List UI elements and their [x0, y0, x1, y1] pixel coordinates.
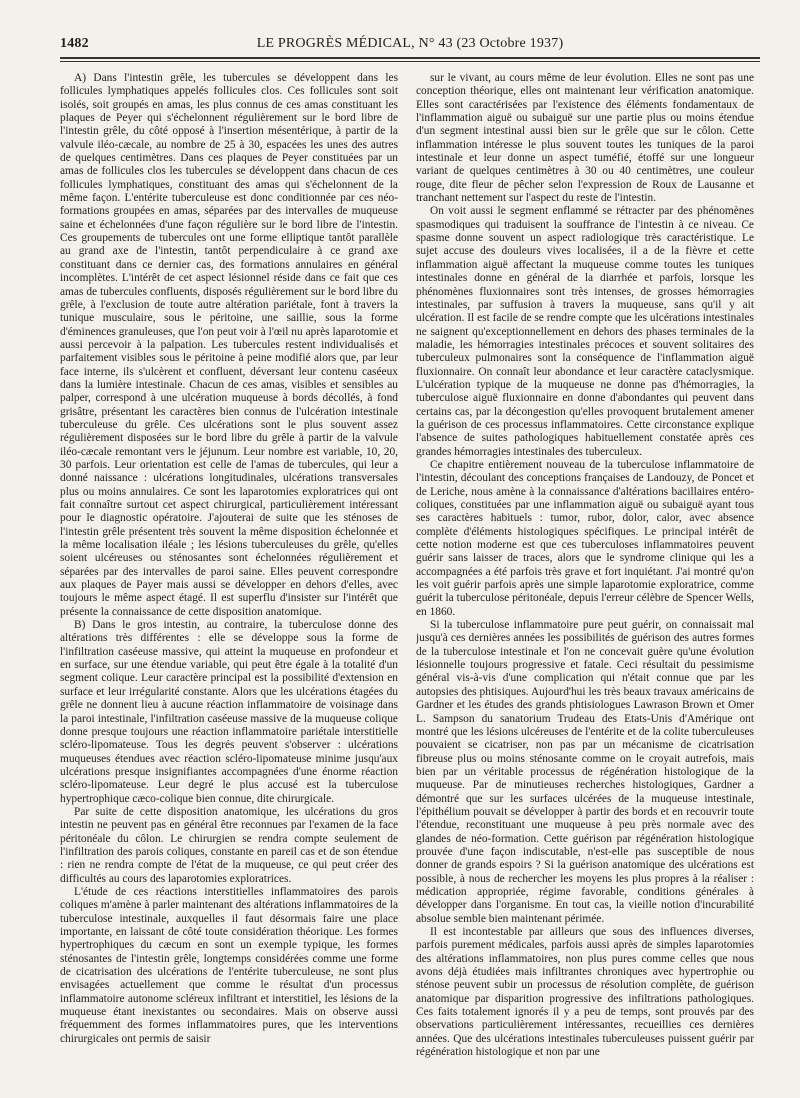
paragraph: Si la tuberculose inflammatoire pure peut guérir, on connaissait mal jusqu'à ces dernières années les possibilités de guérison des autres formes de la tuberculose intestinale et l'on ne concevait guère qu'une évolution lésionnelle toujours progressive et fatale. Ceci résultait du pessimisme général vis-à-vis d'une complication qui n'était connue que par les autopsies des phtisiques. Aujourd'hui les très beaux travaux américains de Gardner et les études des grands phtisiologues Lawrason Brown et Omer L. Sampson du sanatorium Trudeau des Etats-Unis d'Amérique ont montré que les lésions ulcéreuses de l'entérite et de la colite tuberculeuses pouvaient se cicatriser, non pas par un mécanisme de cicatrisation fibreuse plus ou moins sténosante comme on le croyait autrefois, mais bien par un véritable processus de régénération histologique de la muqueuse. Par de minutieuses recherches histologiques, Gardner a démontré que sur les surfaces ulcérées de la muqueuse intestinale, l'épithélium pouvait se développer à partir des bords et en recouvrir toute l'étendue, reconstituant une muqueuse à peu près normale avec des glandes de néo-formation. Cette guérison par régénération histologique prouvée d'une façon indiscutable, n'est-elle pas susceptible de nous donner de grands espoirs ? Si la guérison anatomique des ulcérations est possible, à nous de rechercher les moyens les plus propres à la réaliser : médication appropriée, régime favorable, conditions générales à développer dans l'organisme. En tout cas, la vieille notion d'incurabilité absolue semble bien maintenant périmée.: [416, 619, 754, 925]
paragraph: Il est incontestable par ailleurs que sous des influences diverses, parfois purement médicales, parfois aussi après de simples laparotomies des altérations inflammatoires, non plus pures comme celles que nous avons déjà étudiées mais infiltrantes chroniques avec hypertrophie ou sténose peuvent subir un processus de résolution complète, de guérison anatomique par disparition progressive des infiltrations pathologiques. Ces faits totalement ignorés il y a peu de temps, sont prouvés par des observations particulièrement intéressantes, recueillies ces dernières années. Que des ulcérations intestinales tuberculeuses puissent guérir par régénération histologique et non par une: [416, 926, 754, 1059]
paragraph: On voit aussi le segment enflammé se rétracter par des phénomènes spasmodiques qui traduisent la souffrance de l'intestin à ce niveau. Ce spasme donne souvent un aspect radiologique très caractéristique. Le sujet accuse des douleurs vives localisées, il a de la fièvre et cette inflammation aiguë affectant la muqueuse comme toutes les tuniques intestinales donne en général de la diarrhée et parfois, lorsque les phénomènes fluxionnaires sont très intenses, de grosses hémorragies intestinales, par suffusion à travers la muqueuse, sans qu'il y ait ulcération. Il est facile de se rendre compte que les ulcérations intestinales ne saignent qu'exceptionnellement en dehors des phases terminales de la maladie, les hémorragies intestinales précoces et souvent solitaires des tuberculeux pulmonaires sont la conséquence de l'inflammation aiguë fluxionnaire. On connaît leur abondance et leur caractère cataclysmique. L'ulcération typique de la muqueuse ne donne pas d'hémorragies, la tuberculose aiguë fluxionnaire en donne d'abondantes qui peuvent dans certains cas, par la décongestion qu'elles provoquent brutalement amener la guérison de ces processus inflammatoires. Cette circonstance explique l'absence de suites pathologiques habituellement constatée après ces grandes hémorragies intestinales des tuberculeux.: [416, 205, 754, 458]
right-column: [416, 72, 754, 1092]
page-number: 1482: [60, 36, 89, 51]
journal-title: LE PROGRÈS MÉDICAL, N° 43 (23 Octobre 1937): [256, 36, 564, 51]
paragraph: L'étude de ces réactions interstitielles inflammatoires des parois coliques m'amène à parler maintenant des altérations inflammatoires de la tuberculose intestinale, auxquelles il faut désormais faire une place importante, en laissant de côté toute considération théorique. Les formes hypertrophiques du cæcum en sont un exemple typique, les formes sténosantes de l'intestin grêle, longtemps considérées comme une forme de cicatrisation des ulcérations de l'entérite tuberculeuse, ne sont plus envisagées actuellement que comme le résultat d'un processus inflammatoire autonome scléreux infiltrant et interstitiel, les lésions de la muqueuse étant inexistantes ou secondaires. Mais on observe aussi fréquemment des formes inflammatoires pures, que les interventions chirurgicales ont permis de saisir: [60, 885, 398, 1045]
paragraph: sur le vivant, au cours même de leur évolution. Elles ne sont pas une conception théorique, elles ont maintenant leur vérification anatomique. Elles sont caractérisées par l'existence des éléments fondamentaux de l'inflammation aiguë ou subaiguë sur une partie plus ou moins étendue d'un segment intestinal aussi bien sur le grêle que sur le côlon. Cette inflammation intéresse le plus souvent toutes les tuniques de la paroi intestinale et leur donne un aspect tuméfié, étoffé sur une longueur variant de quelques centimètres à 30 ou 40 centimètres, une couleur rouge, dite fleur de pêcher selon l'expression de Roux de Lausanne et tranchant nettement sur l'aspect du reste de l'intestin.: [416, 72, 754, 205]
header-rule: [60, 57, 760, 62]
paragraph: Par suite de cette disposition anatomique, les ulcérations du gros intestin ne peuvent pas en général être reconnues par l'examen de la face péritonéale du côlon. Le chirurgien se rendra compte seulement de l'infiltration des parois coliques, constante en pareil cas et de son étendue : rien ne rendra compte de l'état de la muqueuse, ce qui peut créer des difficultés au cours des laparotomies exploratrices.: [60, 805, 398, 885]
running-header: [60, 36, 760, 54]
paragraph: B) Dans le gros intestin, au contraire, la tuberculose donne des altérations très différentes : elle se développe sous la forme de l'infiltration caséeuse massive, qui atteint la muqueuse en profondeur et en surface, sur une étendue variable, qui peut être égale à la totalité d'un segment colique. Leur caractère principal est la possibilité d'extension en surface et leur irrégularité constante. Alors que les ulcérations étagées du grêle ne donnent lieu à aucune réaction inflammatoire de voisinage dans la paroi intestinale, l'infiltration caséeuse massive de la muqueuse colique donne presque toujours une réaction inflammatoire pariétale interstitielle scléro-lipomateuse. Tous les degrés peuvent s'observer : ulcérations muqueuses étendues avec réaction scléro-lipomateuse minime jusqu'aux ulcérations presque insignifiantes accompagnées d'une énorme réaction scléro-lipomateuse. Leur degré le plus accusé est la tuberculose hypertrophique cæco-colique bien connue, dite chirurgicale.: [60, 619, 398, 805]
left-column: [60, 72, 398, 1092]
paragraph: A) Dans l'intestin grêle, les tubercules se développent dans les follicules lymphatiques appelés follicules clos. Ces follicules sont soit isolés, soit groupés en amas, les plus connus de ces amas constituant les plaques de Peyer qui s'échelonnent régulièrement sur le bord libre de l'intestin grêle, du côté opposé à l'insertion mésentérique, à partir de la valvule iléo-cæcale, au nombre de 25 à 30, espacées les unes des autres de quelques centimètres. Dans ces plaques de Peyer constituées par un amas de follicules clos les tubercules se développent dans chacun de ces follicules lymphatiques, constituant des amas qui s'échelonnent de la même façon. L'entérite tuberculeuse est donc conditionnée par ces néo-formations groupées en amas, séparées par des intervalles de muqueuse saine et échelonnées d'une façon régulière sur le bord libre de l'intestin. Ces groupements de tubercules ont une forme elliptique tantôt parallèle au grand axe de l'intestin, tantôt perpendiculaire à ce grand axe constituant dans ce dernier cas, des formations annulaires en général incomplètes. L'intérêt de cet aspect lésionnel réside dans ce fait que ces amas de tubercules confluents, disposés régulièrement sur le bord libre du grêle, à l'exclusion de toute autre altération pariétale, font à travers la tunique musculaire, sous le péritoine, une saillie, sous la forme d'éminences granuleuses, que l'on peut voir à l'œil nu après laparotomie et aussi percevoir à la palpation. Les tubercules restent individualisés et parfaitement visibles sous le péritoine à peine modifié alors que, par leur face interne, ils s'ulcèrent et confluent, déversant leur contenu caséeux dans la lumière intestinale. Chacun de ces amas, visibles et sensibles au palper, correspond à une ulcération muqueuse à bords décollés, à fond grisâtre, présentant les caractères bien connus de l'ulcération intestinale tuberculeuse du grêle. Ces ulcérations sont le plus souvent assez régulièrement disposées sur le bord libre du grêle à partir de la valvule iléo-cæcale remontant vers le jéjunum. Leur nombre est variable, 10, 20, 30 parfois. Leur orientation est celle de l'amas de tubercules, qui leur a donné naissance : ulcérations longitudinales, ulcérations transversales plus ou moins annulaires. Ce sont les laparotomies exploratrices qui ont fait connaître surtout cet aspect chirurgical, particulièrement intéressant pour le diagnostic opératoire. J'ajouterai de suite que les sténoses de l'intestin grêle présentent très souvent la même disposition échelonnée et la même localisation iléale ; les lésions tuberculeuses du grêle, qu'elles soient ulcéreuses ou sténosantes sont échelonnées régulièrement et séparées par des intervalles de paroi saine. Elles peuvent correspondre aux plaques de Payer mais aussi se développer en dehors d'elles, avec toujours le même aspect étagé. Il est superflu d'insister sur l'intérêt que présente la connaissance de cette disposition anatomique.: [60, 72, 398, 618]
paragraph: Ce chapitre entièrement nouveau de la tuberculose inflammatoire de l'intestin, découlant des conceptions françaises de Landouzy, de Poncet et de Leriche, nous amène à la connaissance d'altérations bacillaires entéro-coliques, constituées par une inflammation aiguë ou subaiguë ayant tous ses caractères habituels : tumor, rubor, dolor, calor, avec absence complète d'éléments histologiques spécifiques. Le principal intérêt de cette notion moderne est que ces tuberculoses inflammatoires peuvent guérir sans laisser de traces, alors que le syndrome clinique qui les a accompagnées a été parfois très grave et fort inquiétant. J'ai montré qu'on les voit guérir parfois après une simple laparotomie exploratrice, comme guérit la tuberculose péritonéale, depuis l'erreur célèbre de Spencer Wells, en 1860.: [416, 458, 754, 618]
